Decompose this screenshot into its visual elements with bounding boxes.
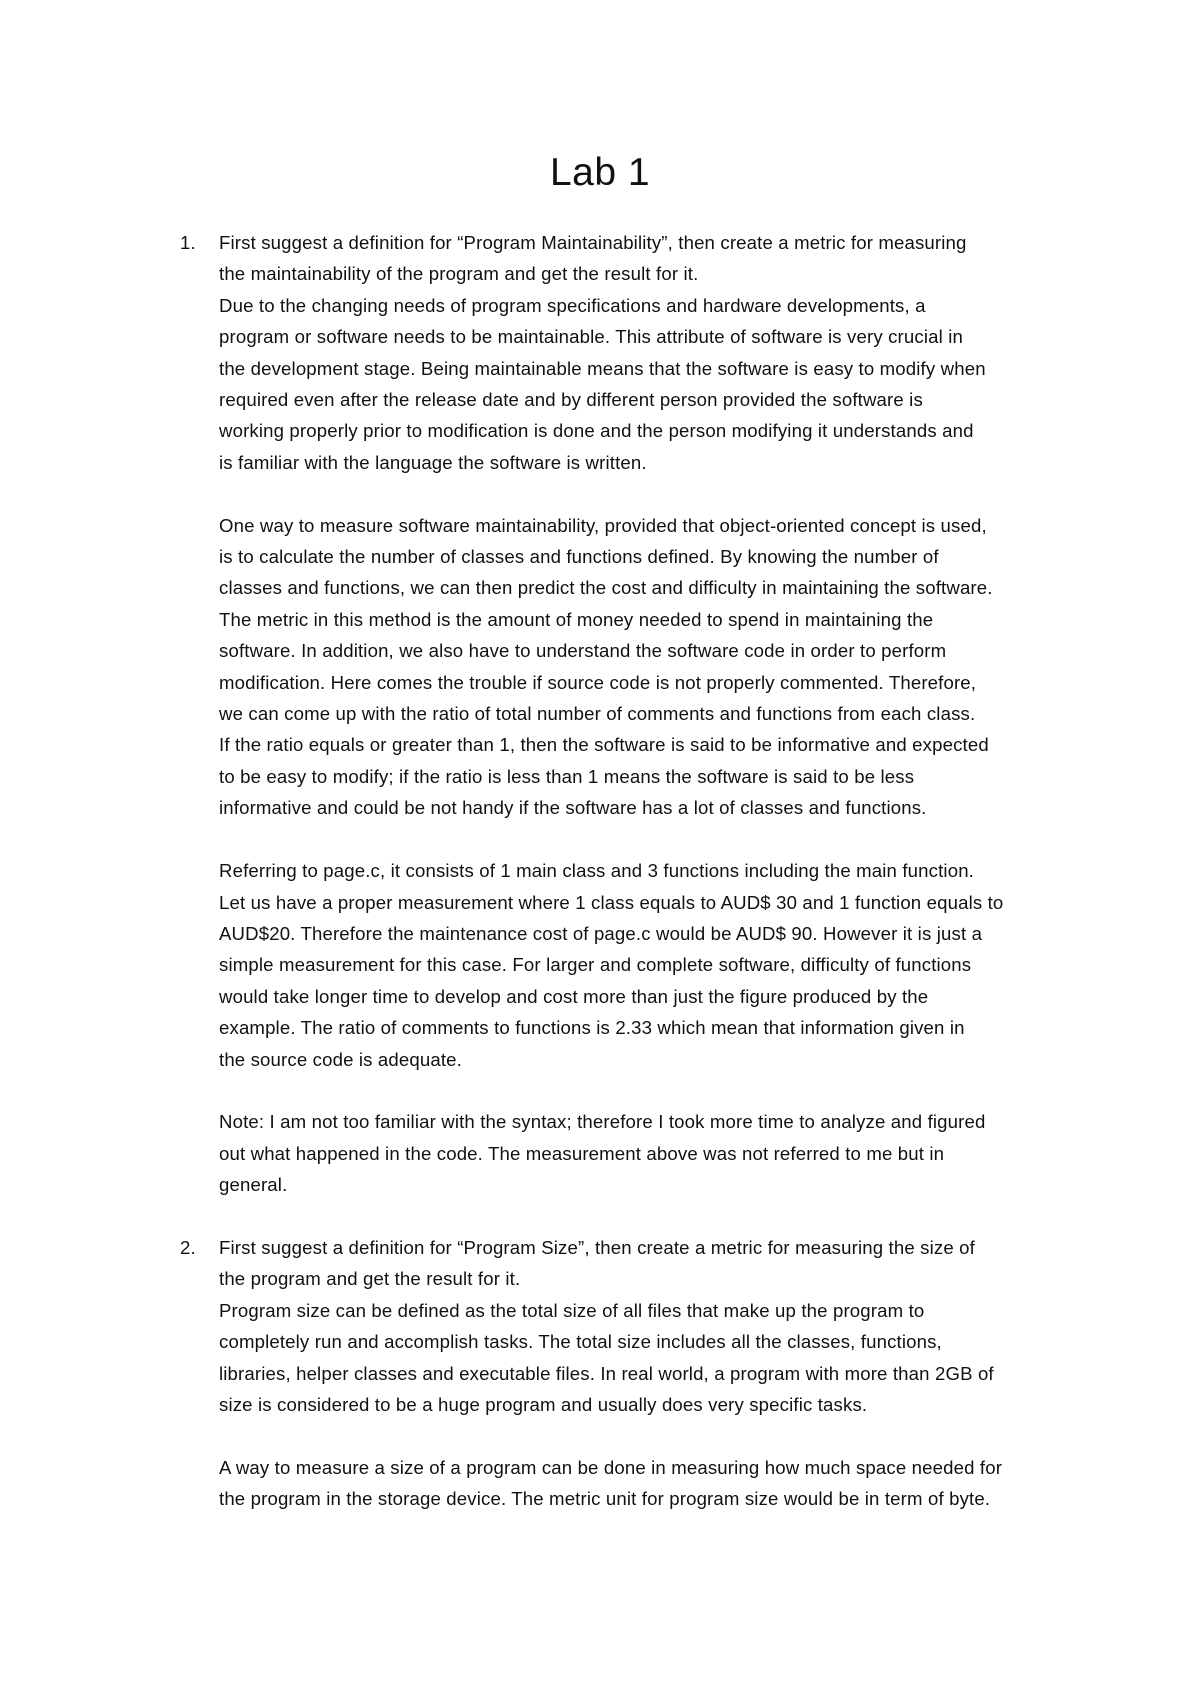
text-line: out what happened in the code. The measurement above was not referred to me but in: [219, 1142, 945, 1164]
text-line: classes and functions, we can then predict the cost and difficulty in maintaining the software.: [219, 577, 993, 599]
question-2-section: [180, 1232, 1099, 1515]
paragraph-gap: [219, 1420, 1099, 1451]
paragraph-gap: [219, 478, 1099, 509]
text-line: required even after the release date and by different person provided the software is: [219, 389, 923, 411]
text-line: program or software needs to be maintainable. This attribute of software is very crucial in: [219, 326, 963, 348]
question-1-number: 1.: [180, 232, 196, 253]
text-line: First suggest a definition for “Program Size”, then create a metric for measuring the size of: [219, 1236, 975, 1258]
question-2-answer-paragraph-2: [219, 1452, 1099, 1515]
text-line: example. The ratio of comments to functions is 2.33 which mean that information given in: [219, 1017, 965, 1039]
question-1-answer-paragraph-3: [219, 855, 1099, 1075]
text-line: we can come up with the ratio of total number of comments and functions from each class.: [219, 703, 976, 725]
text-line: general.: [219, 1174, 288, 1196]
text-line: Referring to page.c, it consists of 1 main class and 3 functions including the main function.: [219, 860, 975, 882]
text-line: If the ratio equals or greater than 1, then the software is said to be informative and expected: [219, 734, 989, 756]
text-line: size is considered to be a huge program and usually does very specific tasks.: [219, 1393, 868, 1415]
paragraph-gap: [219, 1075, 1099, 1106]
text-line: is familiar with the language the software is written.: [219, 451, 647, 473]
text-line: the program and get the result for it.: [219, 1268, 521, 1290]
question-1-answer-paragraph-2: [219, 510, 1099, 824]
text-line: First suggest a definition for “Program Maintainability”, then create a metric for measuring: [219, 232, 967, 253]
document-body: [180, 227, 1099, 1515]
text-line: Note: I am not too familiar with the syntax; therefore I took more time to analyze and figured: [219, 1111, 986, 1133]
question-1-note: [219, 1106, 1099, 1200]
text-line: simple measurement for this case. For larger and complete software, difficulty of functions: [219, 954, 972, 976]
text-line: AUD$20. Therefore the maintenance cost of page.c would be AUD$ 90. However it is just a: [219, 922, 983, 944]
text-line: to be easy to modify; if the ratio is less than 1 means the software is said to be less: [219, 765, 915, 787]
paragraph-gap: [219, 824, 1099, 855]
text-line: completely run and accomplish tasks. The total size includes all the classes, functions,: [219, 1331, 942, 1353]
text-line: Program size can be defined as the total size of all files that make up the program to: [219, 1299, 925, 1321]
text-line: One way to measure software maintainability, provided that object-oriented concept is used,: [219, 514, 987, 536]
text-line: working properly prior to modification is done and the person modifying it understands and: [219, 420, 974, 442]
question-2-text: [219, 1232, 1099, 1295]
question-2-answer-paragraph-1: [219, 1295, 1099, 1421]
text-line: informative and could be not handy if the software has a lot of classes and functions.: [219, 797, 927, 819]
text-line: Due to the changing needs of program specifications and hardware developments, a: [219, 294, 926, 316]
question-2-number: 2.: [180, 1236, 196, 1258]
question-1-answer-paragraph-1: [219, 290, 1099, 478]
text-line: is to calculate the number of classes and functions defined. By knowing the number of: [219, 546, 939, 568]
document-title: Lab 1: [549, 151, 651, 194]
text-line: the program in the storage device. The metric unit for program size would be in term of byte.: [219, 1488, 991, 1510]
text-line: would take longer time to develop and cost more than just the figure produced by the: [219, 985, 929, 1007]
text-line: the maintainability of the program and get the result for it.: [219, 263, 699, 285]
text-line: software. In addition, we also have to understand the software code in order to perform: [219, 640, 947, 662]
question-1-text: [219, 227, 1099, 290]
text-line: the development stage. Being maintainable means that the software is easy to modify when: [219, 357, 986, 379]
text-line: the source code is adequate.: [219, 1048, 462, 1070]
text-line: A way to measure a size of a program can be done in measuring how much space needed for: [219, 1456, 1003, 1478]
text-line: modification. Here comes the trouble if source code is not properly commented. Therefore,: [219, 671, 977, 693]
text-line: libraries, helper classes and executable files. In real world, a program with more than 2GB of: [219, 1362, 994, 1384]
text-line: The metric in this method is the amount of money needed to spend in maintaining the: [219, 608, 934, 630]
section-gap: [219, 1201, 1099, 1232]
question-1-section: [180, 227, 1099, 1201]
text-line: Let us have a proper measurement where 1 class equals to AUD$ 30 and 1 function equals to: [219, 891, 1004, 913]
